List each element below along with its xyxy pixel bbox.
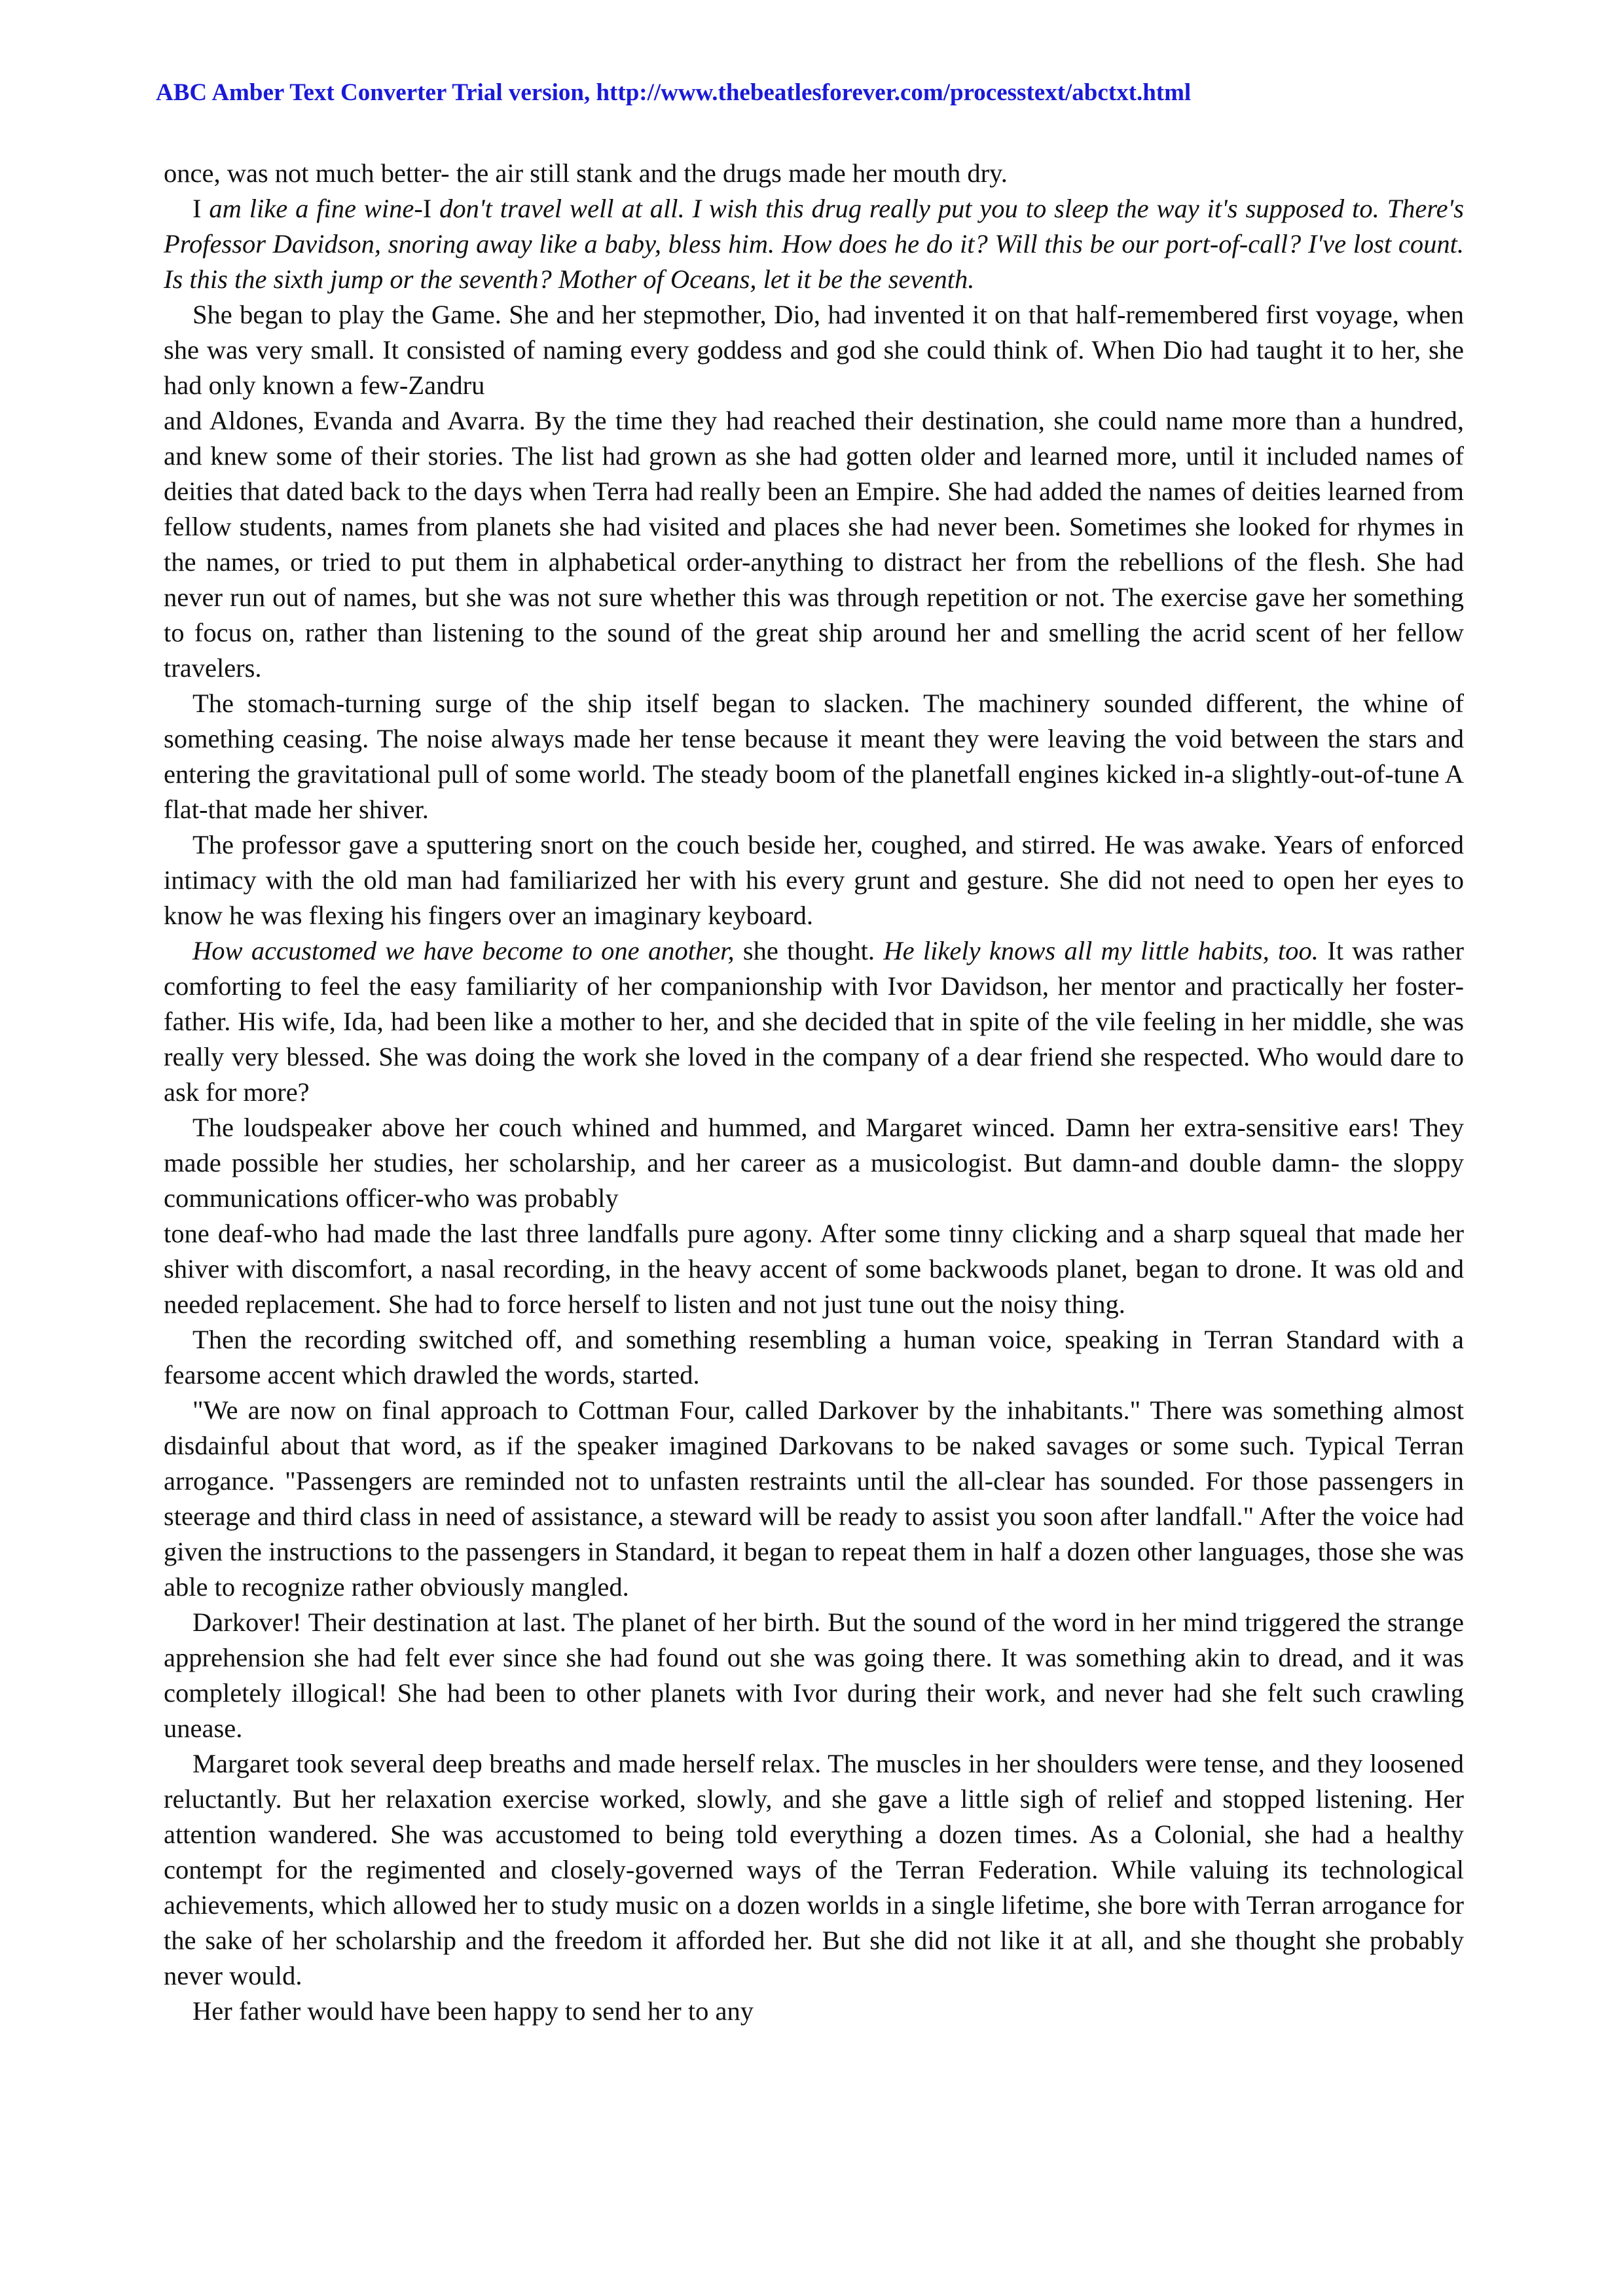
paragraph-10: "We are now on final approach to Cottman Four, called Darkover by the inhabitants." There was something almost disdainful about that word, as if the speaker imagined Darkovans to be naked savages or some such. Typical Terran arrogance. "Passengers are reminded not to unfasten restraints until the all-clear has sounded. For those passengers in steerage and third class in need of assistance, a steward will be ready to assist you soon after landfall." After the voice had given the instructions to the passengers in Standard, it began to repeat them in half a dozen other languages, those she was able to recognize rather obviously mangled. <box>164 1395 1464 1602</box>
paragraph-6 <box>164 933 1464 1110</box>
paragraph-0: once, was not much better- the air still stank and the drugs made her mouth dry. <box>164 158 1008 188</box>
paragraph-9: Then the recording switched off, and something resembling a human voice, speaking in Terran Standard with a fearsome accent which drawled the words, started. <box>164 1325 1464 1390</box>
paragraph-7: The loudspeaker above her couch whined and hummed, and Margaret winced. Damn her extra-sensitive ears! They made possible her studies, her scholarship, and her career as a musicologist. But damn-and double damn- the sloppy communications officer-who was probably <box>164 1113 1464 1213</box>
paragraph-11: Darkover! Their destination at last. The planet of her birth. But the sound of the word in her mind triggered the strange apprehension she had felt ever since she had found out she was going there. It was something akin to dread, and it was completely illogical! She had been to other planets with Ivor during their work, and never had she felt such crawling unease. <box>164 1607 1464 1743</box>
paragraph-6-part-b: she thought. <box>734 936 884 965</box>
paragraph-6-part-c: He likely knows all my little habits, too. <box>883 936 1319 965</box>
converter-trial-banner: ABC Amber Text Converter Trial version, http://www.thebeatlesforever.com/processtext/abctxt.html <box>156 79 1192 106</box>
paragraph-6-part-d: It was rather comforting to feel the easy familiarity of her companionship with Ivor Davidson, her mentor and practically her foster-father. His wife, Ida, had been like a mother to her, and she decided that in spite of the vile feeling in her middle, she was really very blessed. She was doing the work she loved in the company of a dear friend she respected. Who would dare to ask for more? <box>164 936 1464 1107</box>
paragraph-1-part-d: don't travel well at all. I wish this drug really put you to sleep the way it's supposed to. There's Professor Davidson, snoring away like a baby, bless him. How does he do it? Will this be our port-of-call? I've lost count. Is this the sixth jump or the seventh? Mother of Oceans, let it be the seventh. <box>164 194 1464 294</box>
paragraph-8: tone deaf-who had made the last three landfalls pure agony. After some tinny clicking and a sharp squeal that made her shiver with discomfort, a nasal recording, in the heavy accent of some backwoods planet, began to drone. It was old and needed replacement. She had to force herself to listen and not just tune out the noisy thing. <box>164 1219 1464 1319</box>
paragraph-4: The stomach-turning surge of the ship itself began to slacken. The machinery sounded different, the whine of something ceasing. The noise always made her tense because it meant they were leaving the void between the stars and entering the gravitational pull of some world. The steady boom of the planetfall engines kicked in-a slightly-out-of-tune A flat-that made her shiver. <box>164 689 1464 824</box>
paragraph-13: Her father would have been happy to send her to any <box>192 1996 754 2026</box>
paragraph-1 <box>164 191 1464 297</box>
paragraph-1-part-b: am like a fine wine <box>209 194 414 223</box>
book-text <box>164 156 1464 2029</box>
paragraph-1-part-c: -I <box>414 194 440 223</box>
paragraph-6-part-a: How accustomed we have become to one another, <box>192 936 735 965</box>
paragraph-12: Margaret took several deep breaths and made herself relax. The muscles in her shoulders were tense, and they loosened reluctantly. But her relaxation exercise worked, slowly, and she gave a little sigh of relief and stopped listening. Her attention wandered. She was accustomed to being told everything a dozen times. As a Colonial, she had a healthy contempt for the regimented and closely-governed ways of the Terran Federation. While valuing its technological achievements, which allowed her to study music on a dozen worlds in a single lifetime, she bore with Terran arrogance for the sake of her scholarship and the freedom it afforded her. But she did not like it at all, and she thought she probably never would. <box>164 1749 1464 1990</box>
paragraph-3: and Aldones, Evanda and Avarra. By the time they had reached their destination, she could name more than a hundred, and knew some of their stories. The list had grown as she had gotten older and learned more, until it included names of deities that dated back to the days when Terra had really been an Empire. She had added the names of deities learned from fellow students, names from planets she had visited and places she had never been. Sometimes she looked for rhymes in the names, or tried to put them in alphabetical order-anything to distract her from the rebellions of the flesh. She had never run out of names, but she was not sure whether this was through repetition or not. The exercise gave her something to focus on, rather than listening to the sound of the great ship around her and smelling the acrid scent of her fellow travelers. <box>164 406 1464 683</box>
paragraph-5: The professor gave a sputtering snort on the couch beside her, coughed, and stirred. He was awake. Years of enforced intimacy with the old man had familiarized her with his every grunt and gesture. She did not need to open her eyes to know he was flexing his fingers over an imaginary keyboard. <box>164 830 1464 930</box>
paragraph-2: She began to play the Game. She and her stepmother, Dio, had invented it on that half-remembered first voyage, when she was very small. It consisted of naming every goddess and god she could think of. When Dio had taught it to her, she had only known a few-Zandru <box>164 300 1464 400</box>
paragraph-1-part-a: I <box>192 194 210 223</box>
